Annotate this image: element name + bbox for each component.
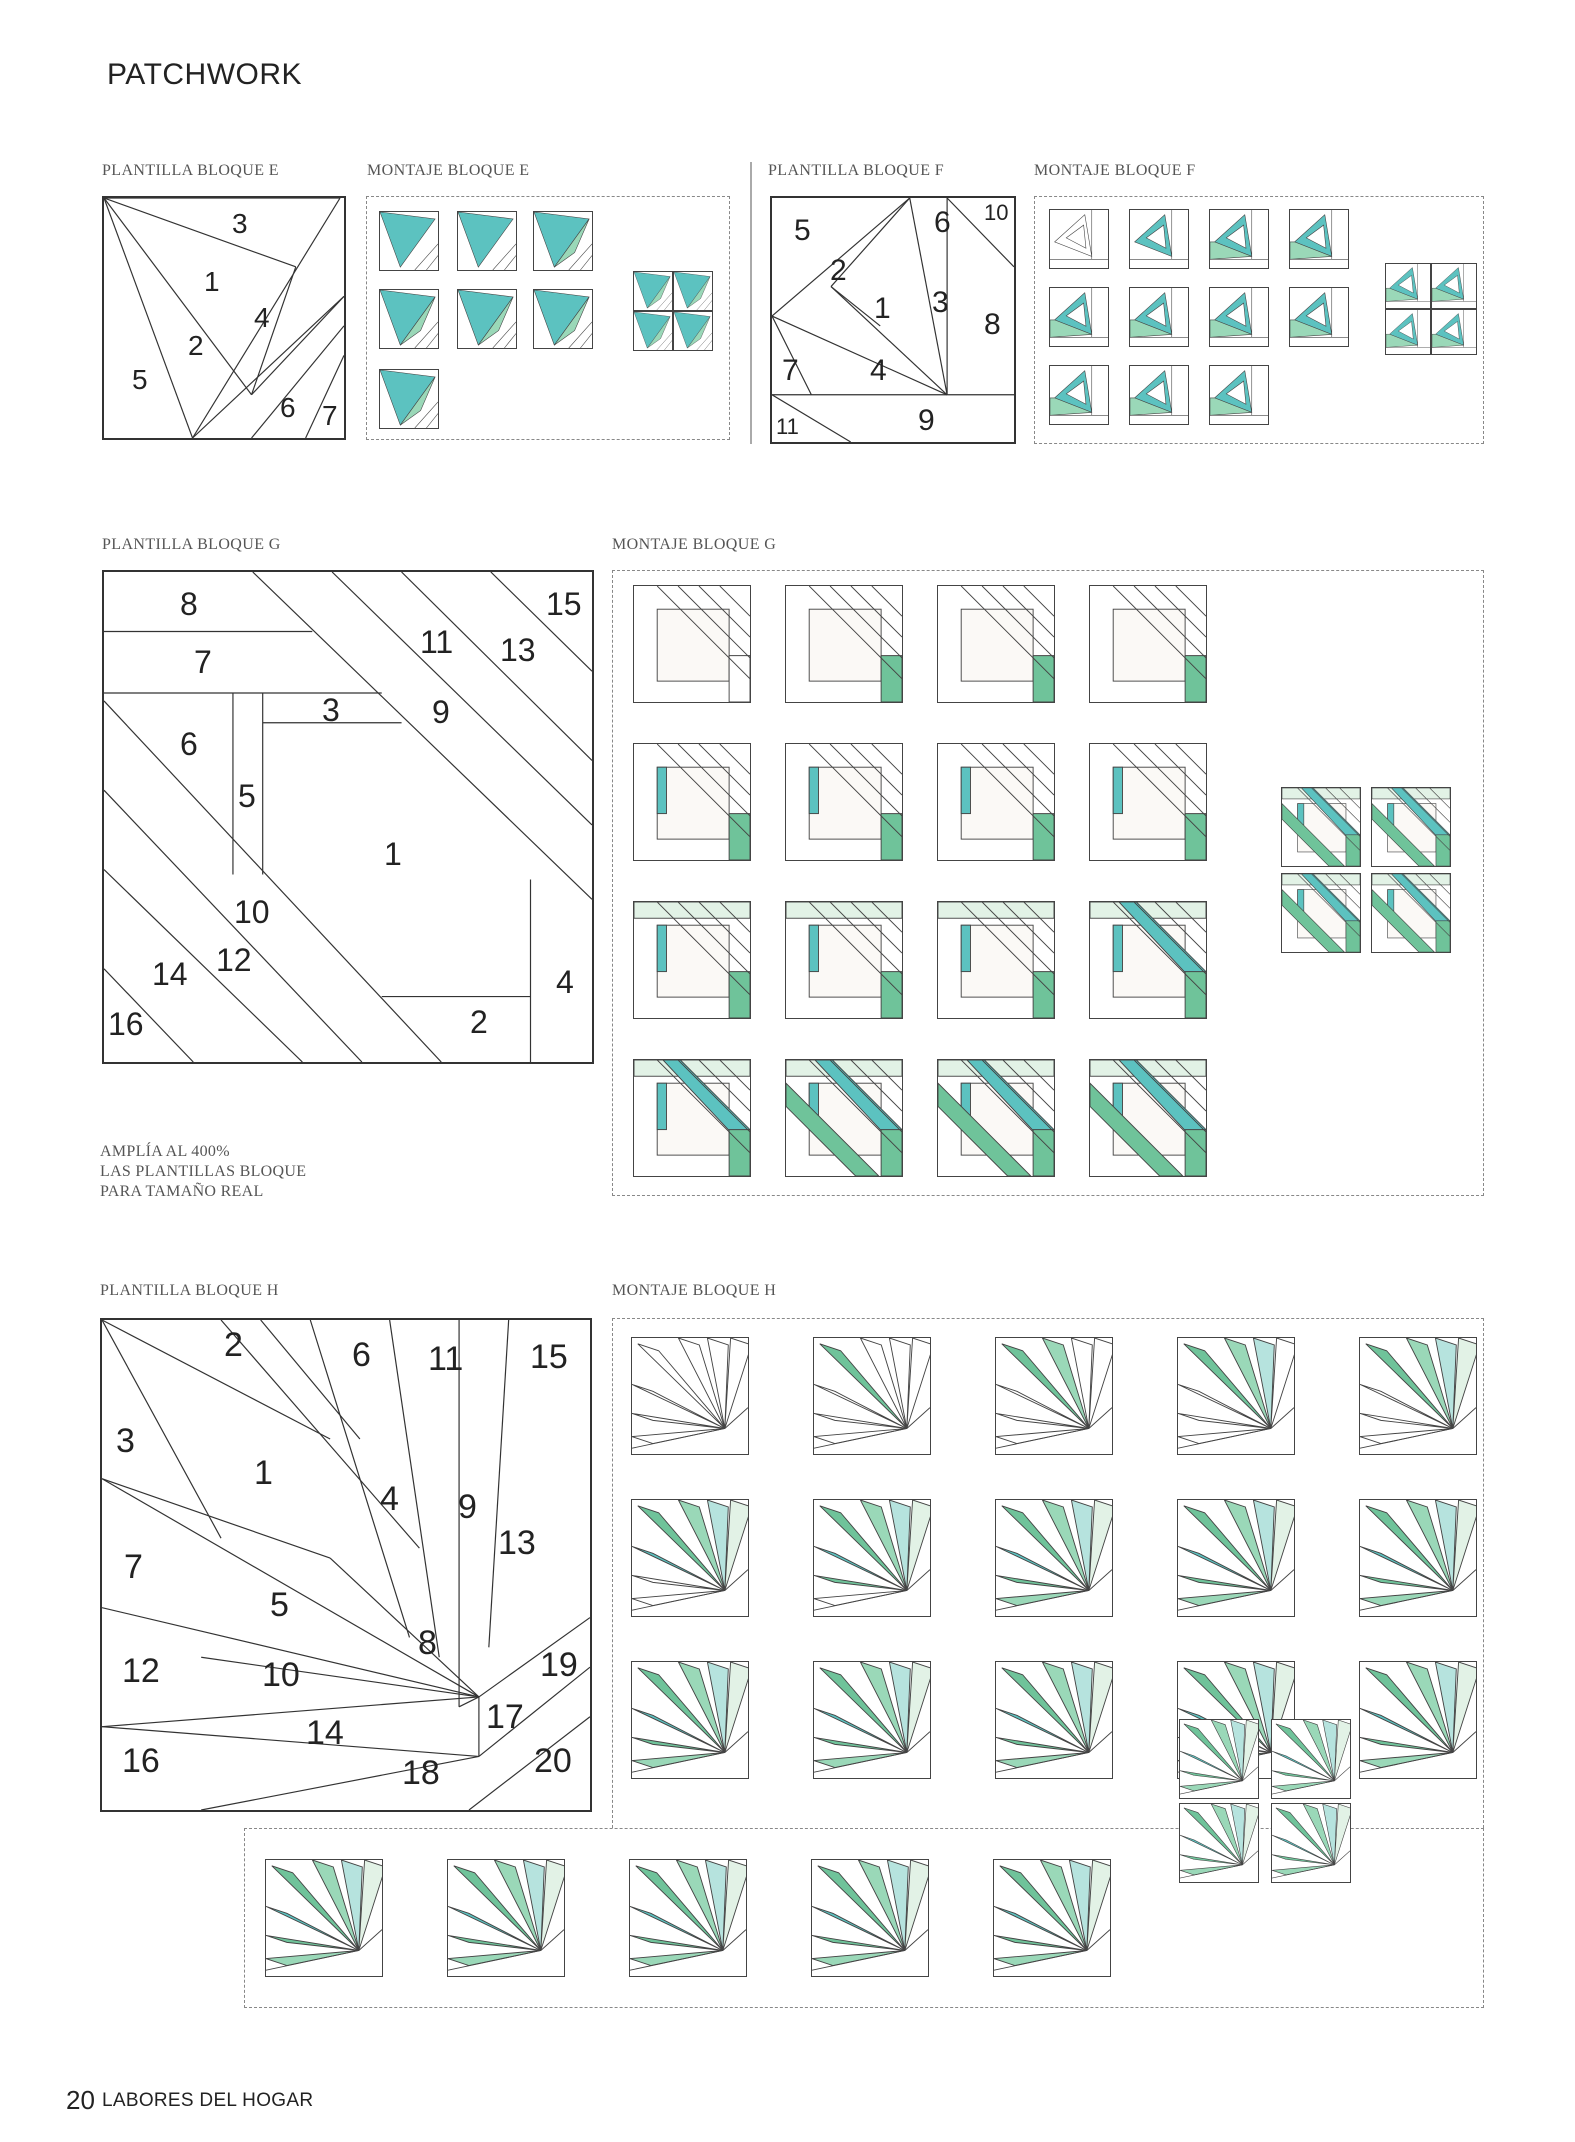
- template-h: [100, 1318, 592, 1812]
- piece-number: 11: [428, 1340, 464, 1378]
- piece-number: 3: [232, 208, 248, 239]
- piece-number: 8: [180, 586, 198, 622]
- piece-number: 14: [306, 1714, 344, 1752]
- assembly-thumbnail: [1209, 209, 1269, 269]
- piece-number: 11: [776, 414, 799, 439]
- assembly-thumbnail: [1431, 263, 1477, 309]
- piece-number: 1: [874, 292, 891, 325]
- assembly-h-panel-lower: [244, 1828, 1484, 2008]
- piece-number: 15: [530, 1338, 568, 1376]
- piece-number: 15: [546, 586, 582, 622]
- assembly-h-label: MONTAJE BLOQUE H: [612, 1282, 777, 1299]
- assembly-thumbnail: [633, 585, 751, 703]
- assembly-thumbnail: [1179, 1803, 1259, 1883]
- assembly-thumbnail: [379, 289, 439, 349]
- assembly-thumbnail: [379, 369, 439, 429]
- piece-number: 13: [498, 1524, 536, 1562]
- piece-number: 11: [420, 624, 454, 660]
- assembly-thumbnail: [1371, 787, 1451, 867]
- piece-number: 1: [204, 266, 220, 297]
- piece-number: 7: [782, 354, 799, 387]
- piece-number: 4: [870, 354, 887, 387]
- assembly-thumbnail: [1281, 787, 1361, 867]
- piece-number: 6: [180, 726, 198, 762]
- assembly-thumbnail: [673, 271, 713, 311]
- assembly-thumbnail: [1385, 309, 1431, 355]
- assembly-thumbnail: [1209, 365, 1269, 425]
- piece-number: 2: [470, 1004, 488, 1040]
- piece-number: 9: [918, 404, 935, 437]
- piece-number: 7: [124, 1548, 143, 1586]
- assembly-thumbnail: [1371, 873, 1451, 953]
- assembly-g-label: MONTAJE BLOQUE G: [612, 536, 777, 553]
- piece-number: 2: [830, 254, 847, 287]
- assembly-thumbnail: [1049, 365, 1109, 425]
- enlarge-note: [100, 1142, 306, 1202]
- assembly-f-label: MONTAJE BLOQUE F: [1034, 162, 1196, 179]
- piece-number: 5: [270, 1586, 289, 1624]
- piece-number: 19: [540, 1646, 578, 1684]
- assembly-thumbnail: [1129, 209, 1189, 269]
- assembly-thumbnail: [629, 1859, 747, 1977]
- assembly-thumbnail: [1129, 287, 1189, 347]
- assembly-g-panel: [612, 570, 1484, 1196]
- assembly-thumbnail: [785, 743, 903, 861]
- assembly-thumbnail: [937, 743, 1055, 861]
- template-g: [102, 570, 594, 1064]
- template-e-lines: [104, 198, 344, 438]
- assembly-thumbnail: [673, 311, 713, 351]
- piece-number: 6: [934, 206, 951, 239]
- piece-number: 20: [534, 1742, 572, 1780]
- assembly-thumbnail: [631, 1499, 749, 1617]
- piece-number: 8: [418, 1624, 437, 1662]
- assembly-thumbnail: [633, 1059, 751, 1177]
- piece-number: 12: [122, 1652, 160, 1690]
- magazine-name: LABORES DEL HOGAR: [102, 2090, 314, 2111]
- piece-number: 16: [108, 1006, 144, 1042]
- assembly-thumbnail: [447, 1859, 565, 1977]
- piece-number: 6: [280, 392, 296, 423]
- assembly-thumbnail: [1271, 1719, 1351, 1799]
- template-h-label: PLANTILLA BLOQUE H: [100, 1282, 279, 1299]
- assembly-thumbnail: [1049, 287, 1109, 347]
- piece-number: 4: [380, 1480, 399, 1518]
- piece-number: 16: [122, 1742, 160, 1780]
- piece-number: 14: [152, 956, 188, 992]
- piece-number: 3: [116, 1422, 135, 1460]
- assembly-thumbnail: [813, 1661, 931, 1779]
- piece-number: 4: [254, 302, 270, 333]
- assembly-thumbnail: [1385, 263, 1431, 309]
- piece-number: 4: [556, 964, 574, 1000]
- assembly-thumbnail: [1177, 1337, 1295, 1455]
- piece-number: 8: [984, 308, 1001, 341]
- note-line: PARA TAMAÑO REAL: [100, 1183, 264, 1200]
- assembly-h-panel-upper: [612, 1318, 1484, 1828]
- piece-number: 2: [224, 1326, 243, 1364]
- piece-number: 6: [352, 1336, 371, 1374]
- assembly-thumbnail: [937, 585, 1055, 703]
- template-f-label: PLANTILLA BLOQUE F: [768, 162, 945, 179]
- assembly-thumbnail: [811, 1859, 929, 1977]
- piece-number: 7: [322, 400, 338, 431]
- template-f: [770, 196, 1016, 444]
- assembly-thumbnail: [785, 585, 903, 703]
- assembly-thumbnail: [265, 1859, 383, 1977]
- assembly-thumbnail: [457, 211, 517, 271]
- piece-number: 1: [254, 1454, 273, 1492]
- piece-number: 9: [432, 694, 450, 730]
- assembly-thumbnail: [1431, 309, 1477, 355]
- piece-number: 18: [402, 1754, 440, 1792]
- assembly-thumbnail: [633, 901, 751, 1019]
- assembly-thumbnail: [937, 901, 1055, 1019]
- assembly-thumbnail: [1289, 287, 1349, 347]
- assembly-thumbnail: [1177, 1499, 1295, 1617]
- assembly-thumbnail: [633, 271, 673, 311]
- assembly-thumbnail: [1359, 1337, 1477, 1455]
- assembly-thumbnail: [1049, 209, 1109, 269]
- assembly-thumbnail: [533, 289, 593, 349]
- piece-number: 17: [486, 1698, 524, 1736]
- assembly-thumbnail: [785, 901, 903, 1019]
- assembly-thumbnail: [1089, 901, 1207, 1019]
- assembly-f-panel: [1034, 196, 1484, 444]
- page-number: 20: [66, 2085, 95, 2115]
- note-line: AMPLÍA AL 400%: [100, 1143, 230, 1160]
- assembly-thumbnail: [995, 1661, 1113, 1779]
- piece-number: 10: [262, 1656, 300, 1694]
- assembly-thumbnail: [631, 1661, 749, 1779]
- piece-number: 2: [188, 330, 204, 361]
- assembly-thumbnail: [633, 743, 751, 861]
- template-e-label: PLANTILLA BLOQUE E: [102, 162, 279, 179]
- assembly-thumbnail: [1089, 1059, 1207, 1177]
- assembly-thumbnail: [993, 1859, 1111, 1977]
- piece-number: 13: [500, 632, 536, 668]
- assembly-thumbnail: [995, 1499, 1113, 1617]
- assembly-thumbnail: [533, 211, 593, 271]
- piece-number: 3: [932, 286, 949, 319]
- piece-number: 10: [984, 200, 1009, 225]
- divider: [750, 162, 752, 444]
- assembly-thumbnail: [937, 1059, 1055, 1177]
- template-g-label: PLANTILLA BLOQUE G: [102, 536, 281, 553]
- assembly-thumbnail: [631, 1337, 749, 1455]
- assembly-thumbnail: [1359, 1499, 1477, 1617]
- assembly-thumbnail: [995, 1337, 1113, 1455]
- assembly-thumbnail: [785, 1059, 903, 1177]
- assembly-thumbnail: [457, 289, 517, 349]
- assembly-thumbnail: [1271, 1803, 1351, 1883]
- page-title: PATCHWORK: [107, 58, 303, 91]
- piece-number: 12: [216, 942, 252, 978]
- piece-number: 10: [234, 894, 270, 930]
- assembly-e-label: MONTAJE BLOQUE E: [367, 162, 530, 179]
- template-h-lines: [102, 1320, 590, 1810]
- piece-number: 5: [132, 364, 148, 395]
- assembly-thumbnail: [379, 211, 439, 271]
- assembly-thumbnail: [1209, 287, 1269, 347]
- piece-number: 3: [322, 692, 340, 728]
- assembly-thumbnail: [1289, 209, 1349, 269]
- note-line: LAS PLANTILLAS BLOQUE: [100, 1163, 307, 1180]
- assembly-thumbnail: [813, 1499, 931, 1617]
- piece-number: 1: [384, 836, 402, 872]
- assembly-thumbnail: [1129, 365, 1189, 425]
- assembly-thumbnail: [1281, 873, 1361, 953]
- assembly-thumbnail: [1359, 1661, 1477, 1779]
- assembly-thumbnail: [633, 311, 673, 351]
- assembly-thumbnail: [1089, 585, 1207, 703]
- assembly-thumbnail: [813, 1337, 931, 1455]
- piece-number: 5: [238, 778, 256, 814]
- piece-number: 5: [794, 214, 811, 247]
- assembly-e-panel: [366, 196, 730, 440]
- piece-number: 9: [458, 1488, 477, 1526]
- template-e: [102, 196, 346, 440]
- assembly-thumbnail: [1089, 743, 1207, 861]
- piece-number: 7: [194, 644, 212, 680]
- assembly-thumbnail: [1179, 1719, 1259, 1799]
